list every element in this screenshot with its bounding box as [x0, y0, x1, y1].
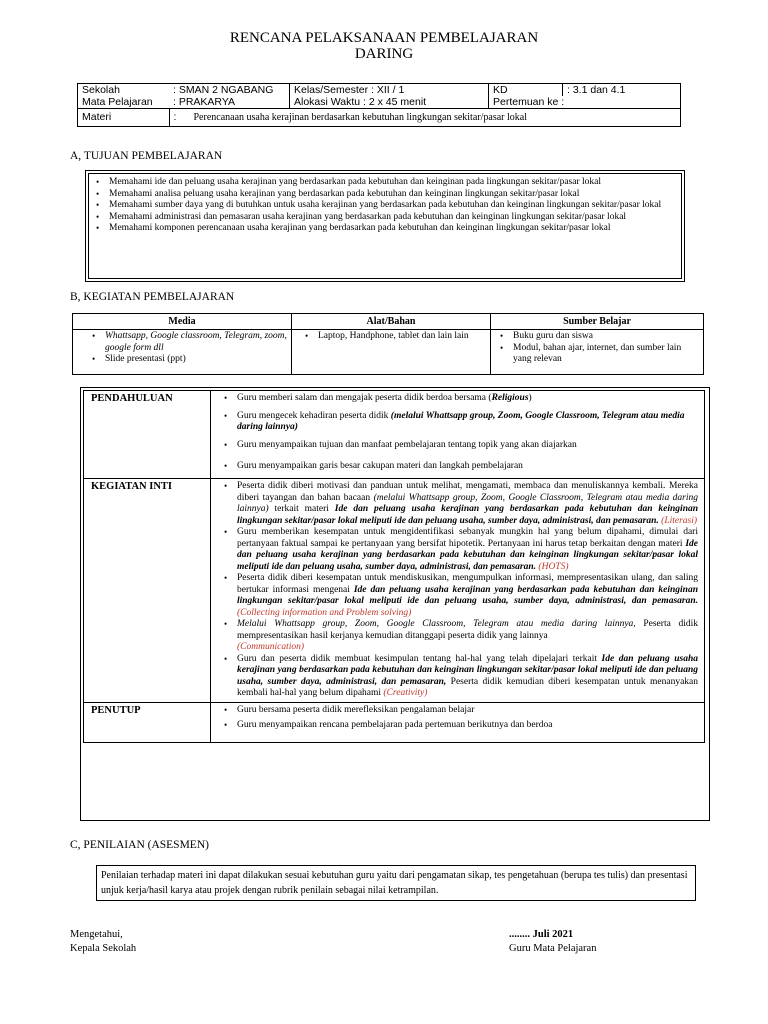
i4-communication: (Communication): [237, 642, 305, 652]
signature-right: [509, 928, 596, 956]
alat-item: • Laptop, Handphone, tablet dan lain lain: [318, 331, 486, 343]
signature-left: [70, 928, 136, 956]
sekolah-label: Sekolah: [78, 84, 170, 97]
guru-mapel-label: Guru Mata Pelajaran: [509, 943, 597, 954]
col-alat-bahan: Alat/Bahan: [292, 314, 491, 330]
kelas-semester: Kelas/Semester : XII / 1: [290, 84, 489, 97]
i2-text: Guru memberikan kesempatan untuk mengidentifikasi sebanyak mungkin hal yang belum dipahami, dimulai dari pertanyaan faktual sampai ke pertanyaan yang bersifat hipotetik. Pertanyaan ini harus tetap berkaitan dengan materi: [237, 527, 698, 549]
materi-text: Perencanaan usaha kerajinan berdasarkan kebutuhan lingkungan sekitar/pasar lokal: [193, 112, 527, 123]
i5-text-2: Peserta didik kemudian diberi kesempatan untuk menanyakan kembali hal-hal yang belum dipahami: [237, 676, 699, 698]
materi-label: Materi: [78, 109, 170, 127]
mapel-value: : PRAKARYA: [169, 96, 290, 109]
section-b-title: B, KEGIATAN PEMBELAJARAN: [70, 291, 235, 303]
i1-topic: Ide dan peluang usaha kerajinan yang berdasarkan pada kebutuhan dan keinginan lingkungan sekitar/pasar lokal meliputi ide dan peluang usaha, sumber daya, administrasi, dan pemasaran.: [237, 504, 699, 526]
objectives-list: [89, 174, 681, 235]
i5-text: Guru dan peserta didik membuat kesimpulan tentang hal-hal yang telah dipelajari terkait: [237, 653, 602, 664]
alat-cell: [292, 330, 491, 375]
objective-item: • Memahami sumber daya yang di butuhkan untuk usaha kerajinan yang berdasarkan pada kebutuhan dan keinginan lingkungan sekitar/pasar lokal: [109, 200, 675, 212]
kegiatan-inti-label: KEGIATAN INTI: [84, 479, 211, 703]
pendahuluan-item: • Guru menyampaikan tujuan dan manfaat pembelajaran tentang topik yang akan diajarkan: [237, 440, 700, 452]
objective-item: • Memahami administrasi dan pemasaran usaha kerajinan yang berdasarkan pada kebutuhan dan keinginan lingkungan sekitar/pasar lokal: [109, 212, 675, 224]
sumber-item: • Buku guru dan siswa: [513, 331, 699, 343]
p1-text: Guru memberi salam dan mengajak peserta didik berdoa bersama (: [237, 393, 492, 403]
i1-media: (melalui Whattsapp group, Zoom, Google Classroom, Telegram atau media daring lainnya): [237, 492, 699, 514]
inti-item: [237, 573, 698, 619]
i3-topic: Ide dan peluang usaha kerajinan yang berdasarkan pada kebutuhan dan keinginan lingkungan sekitar/pasar lokal meliputi ide dan peluang usaha, sumber daya, administrasi, dan pemasaran.: [237, 584, 698, 606]
i1-text: Peserta didik diberi motivasi dan panduan untuk melihat, mengamati, membaca dan menuliskannya kembali. Mereka diberi tayangan dan bahan bacaan: [237, 481, 698, 503]
alokasi-waktu: Alokasi Waktu : 2 x 45 menit: [290, 96, 489, 109]
sekolah-value: : SMAN 2 NGABANG: [169, 84, 290, 97]
resources-table: [72, 313, 704, 375]
assessment-box: [96, 865, 696, 901]
p2-media: (melalui Whattsapp group, Zoom, Google Classroom, Telegram atau media daring lainnya): [237, 410, 685, 432]
pendahuluan-item: [237, 411, 700, 434]
section-a-title: A, TUJUAN PEMBELAJARAN: [70, 150, 223, 162]
i4-text: Peserta didik mempresentasikan hasil kerjanya kemudian ditanggapi peserta didik yang lainnya: [237, 619, 698, 641]
inti-item: [237, 527, 698, 573]
inti-item: [237, 481, 698, 527]
i4-media: Melalui Whattsapp group, Zoom, Google Classroom, Telegram atau media daring lainnya,: [237, 619, 636, 629]
p1-religious: Religious: [491, 393, 529, 403]
activities-table: [83, 390, 705, 743]
i2-hots: (HOTS): [536, 561, 569, 572]
penutup-cell: [211, 702, 705, 742]
penutup-item: • Guru bersama peserta didik merefleksikan pengalaman belajar: [237, 705, 700, 717]
col-media: Media: [73, 314, 292, 330]
p2-text: Guru mengecek kehadiran peserta didik: [237, 410, 391, 421]
i2-topic: Ide dan peluang usaha kerajinan yang berdasarkan pada kebutuhan dan keinginan lingkungan sekitar/pasar lokal meliputi ide dan peluang usaha, sumber daya, administrasi, dan pemasaran.: [237, 538, 698, 572]
inti-item: [237, 619, 698, 654]
kegiatan-inti-cell: [211, 479, 705, 703]
inti-item: [237, 654, 698, 700]
sumber-cell: [491, 330, 704, 375]
objective-item: • Memahami analisa peluang usaha kerajinan yang berdasarkan pada kebutuhan dan keinginan lingkungan sekitar/pasar lokal: [109, 189, 675, 201]
kepala-sekolah-label: Kepala Sekolah: [70, 943, 137, 954]
identity-table: [77, 83, 681, 127]
document-subtitle: DARING: [354, 46, 414, 62]
materi-value: [169, 109, 681, 127]
i5-topic: Ide dan peluang usaha kerajinan yang berdasarkan pada kebutuhan dan keinginan lingkungan sekitar/pasar lokal meliputi ide dan peluang usaha, sumber daya, administrasi, dan pemasaran,: [237, 653, 698, 687]
objective-item: • Memahami ide dan peluang usaha kerajinan yang berdasarkan pada kebutuhan dan keinginan pada lingkungan sekitar/pasar lokal: [109, 177, 675, 189]
i3-text: Peserta didik diberi kesempatan untuk mendiskusikan, mengumpulkan informasi, mempresentasikan ulang, dan saling bertukar informasi mengenai: [237, 573, 698, 595]
penutup-label: PENUTUP: [84, 702, 211, 742]
media-cell: [73, 330, 292, 375]
mengetahui-label: Mengetahui,: [70, 929, 123, 940]
pendahuluan-cell: [211, 391, 705, 479]
media-item: • Slide presentasi (ppt): [105, 354, 287, 366]
kd-label: KD: [489, 84, 563, 97]
section-c-title: C, PENILAIAN (ASESMEN): [70, 839, 209, 851]
date-label: ........ Juli 2021: [509, 929, 574, 940]
objective-item: • Memahami komponen perencanaan usaha kerajinan yang berdasarkan pada kebutuhan dan keinginan lingkungan sekitar/pasar lokal: [109, 223, 675, 235]
penutup-item: • Guru menyampaikan rencana pembelajaran pada pertemuan berikutnya dan berdoa: [237, 720, 700, 732]
pendahuluan-item: [237, 393, 700, 405]
i3-collecting: (Collecting information and Problem solving): [237, 607, 412, 618]
i1-literasi: (Literasi): [658, 515, 698, 526]
kd-value: : 3.1 dan 4.1: [563, 84, 681, 97]
i1-text-2: terkait materi: [268, 504, 335, 514]
document-title: RENCANA PELAKSANAAN PEMBELAJARAN: [229, 30, 539, 46]
materi-colon: :: [173, 111, 177, 123]
mapel-label: Mata Pelajaran: [78, 96, 170, 109]
assessment-text: Penilaian terhadap materi ini dapat dilakukan sesuai kebutuhan guru yaitu dari pengamatan sikap, tes pengetahuan (berupa tes tulis) dan presentasi unjuk kerja/hasil karya atau projek dengan rubrik penilain sebagai nilai ketrampilan.: [101, 870, 688, 896]
pendahuluan-label: PENDAHULUAN: [84, 391, 211, 479]
pertemuan-ke: Pertemuan ke :: [489, 96, 681, 109]
col-sumber-belajar: Sumber Belajar: [491, 314, 704, 330]
activities-frame: [80, 387, 710, 821]
p1-close: ): [528, 393, 532, 403]
objectives-box: [88, 173, 682, 279]
media-item: • Whattsapp, Google classroom, Telegram, zoom, google form dll: [105, 331, 287, 354]
pendahuluan-item: • Guru menyampaikan garis besar cakupan materi dan langkah pembelajaran: [237, 461, 700, 473]
sumber-item: • Modul, bahan ajar, internet, dan sumber lain yang relevan: [513, 343, 699, 366]
i5-creativity: (Creativity): [383, 688, 428, 698]
